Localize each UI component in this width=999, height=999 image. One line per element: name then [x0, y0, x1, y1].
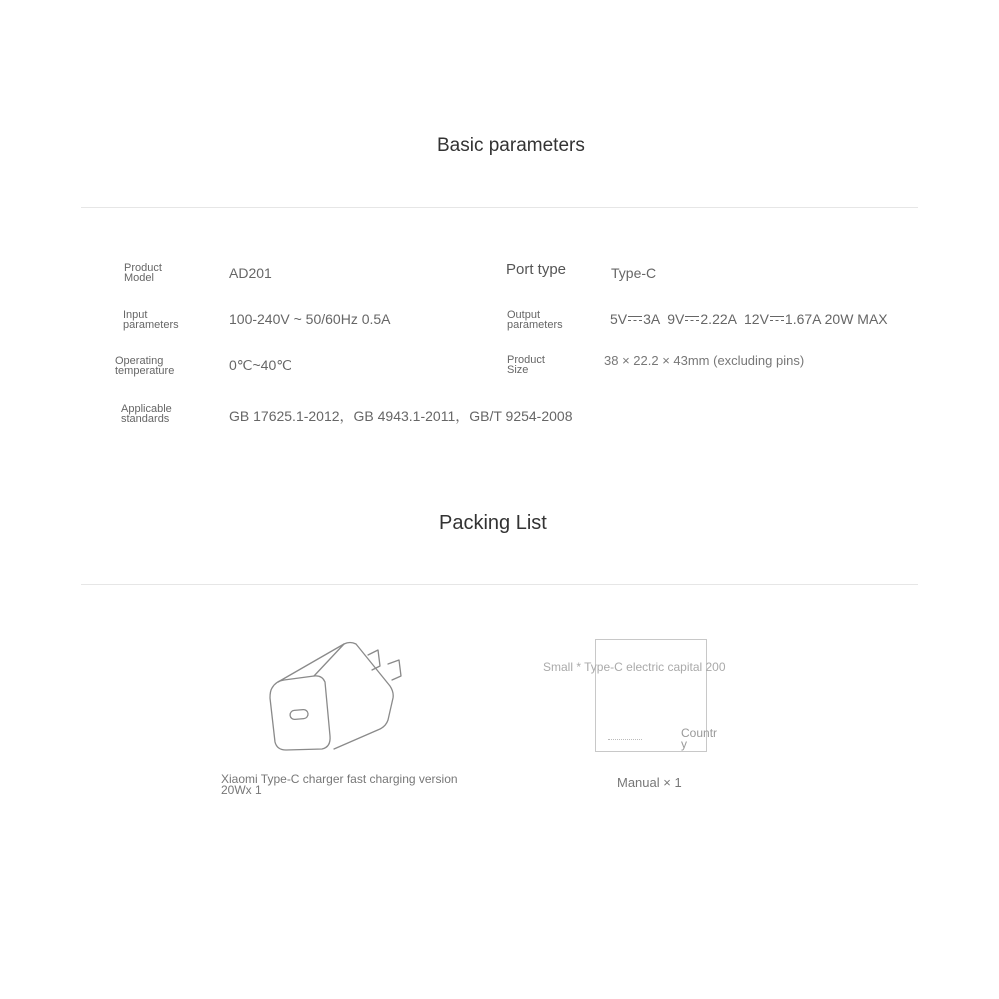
basic-parameters-title: Basic parameters [437, 135, 585, 156]
manual-corner-text: Countr y [681, 726, 718, 751]
manual-cover-text: Small * Type-C electric capital 200 [543, 660, 726, 674]
output-current-3a: 3A [643, 311, 660, 327]
value-port-type: Type-C [611, 265, 657, 281]
label-port-type: Port type [506, 261, 567, 278]
charger-caption: Xiaomi Type-C charger fast charging version 20Wx 1 [221, 772, 458, 797]
value-applicable-standards: GB 17625.1-2012，GB 4943.1-2011，GB/T 9254-2008 [229, 408, 573, 424]
label-operating-temperature: Operating temperature [115, 355, 175, 377]
manual-caption: Manual × 1 [617, 775, 682, 790]
value-product-model: AD201 [229, 265, 272, 281]
output-voltage-9v: 9V [667, 311, 685, 327]
manual-fine-print [608, 739, 642, 742]
dc-symbol-icon [770, 316, 784, 322]
divider-packing [81, 584, 918, 585]
label-applicable-standards: Applicable standards [121, 403, 172, 425]
packing-list-title: Packing List [439, 512, 547, 534]
label-output-parameters: Output parameters [507, 309, 563, 331]
output-voltage-5v: 5V [610, 311, 628, 327]
dc-symbol-icon [685, 316, 699, 322]
output-voltage-12v: 12V [744, 311, 769, 327]
output-current-2a: 2.22A [700, 311, 737, 327]
label-input-parameters: Input parameters [123, 309, 179, 331]
value-output-parameters [610, 311, 888, 327]
dc-symbol-icon [628, 316, 642, 322]
divider-basic [81, 207, 918, 208]
charger-illustration [262, 636, 410, 756]
label-product-model: Product Model [124, 262, 162, 284]
value-input-parameters: 100-240V ~ 50/60Hz 0.5A [229, 311, 391, 327]
value-operating-temperature: 0℃~40℃ [229, 357, 292, 373]
value-product-size: 38 × 22.2 × 43mm (excluding pins) [604, 353, 805, 368]
output-current-1a: 1.67A 20W MAX [784, 311, 888, 327]
label-product-size: Product Size [507, 354, 545, 376]
